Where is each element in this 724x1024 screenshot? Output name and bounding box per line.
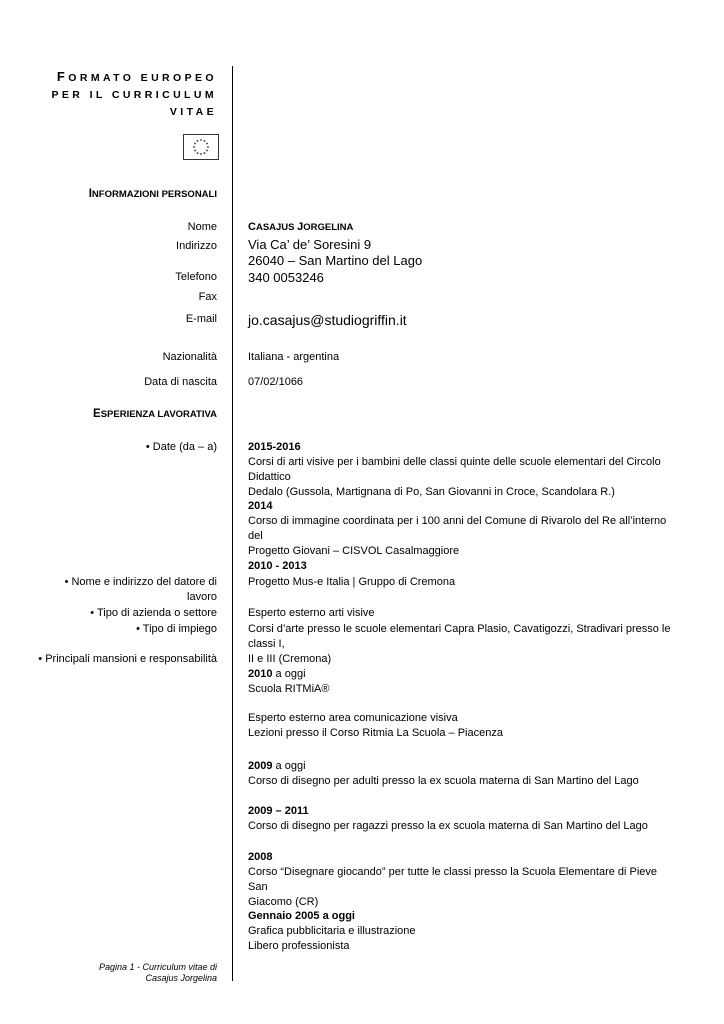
vertical-divider: [232, 66, 233, 981]
entry-date: Gennaio 2005 a oggi: [248, 910, 355, 922]
value-address-line1: Via Ca’ de’ Soresini 9: [248, 237, 372, 252]
value-name: CASAJUS JORGELINA: [248, 221, 354, 233]
label-birth-date: Data di nascita: [144, 376, 217, 388]
experience-entry: [248, 850, 678, 910]
label-sector: • Tipo di azienda o settore: [90, 607, 217, 619]
label-nationality: Nazionalità: [162, 351, 217, 363]
value-nationality: Italiana - argentina: [248, 351, 340, 363]
value-address-line2: 26040 – San Martino del Lago: [248, 253, 423, 268]
entry-text: Lezioni presso il Corso Ritmia La Scuola – Piacenza: [248, 727, 503, 739]
experience-entry: [248, 804, 678, 834]
experience-entry: [248, 559, 678, 574]
value-birth-date: 07/02/1066: [248, 376, 304, 388]
experience-entry: [248, 499, 678, 559]
section-personal-info: INFORMAZIONI PERSONALI: [88, 188, 217, 200]
entry-date: 2008: [248, 851, 273, 863]
entry-text: Corso “Disegnare giocando” per tutte le classi presso la Scuola Elementare di Pieve San: [248, 866, 658, 893]
entry-text: Corso di immagine coordinata per i 100 anni del Comune di Rivarolo del Re all’interno del: [248, 515, 667, 542]
section-work-experience: ESPERIENZA LAVORATIVA: [93, 408, 217, 420]
entry-text: Corsi d’arte presso le scuole elementari Capra Plasio, Cavatigozzi, Stradivari presso le classi I,: [248, 623, 671, 650]
page-footer: Pagina 1 - Curriculum vitae di Casajus Jorgelina: [98, 962, 217, 983]
entry-date: 2015-2016: [248, 441, 301, 453]
entry-employer: Progetto Mus-e Italia | Gruppo di Cremona: [248, 576, 456, 588]
entry-text: Progetto Giovani – CISVOL Casalmaggiore: [248, 545, 460, 557]
entry-date: 2010 a oggi: [248, 668, 306, 680]
entry-text: Esperto esterno area comunicazione visiva: [248, 712, 458, 724]
experience-entry: [248, 440, 678, 500]
label-address: Indirizzo: [176, 240, 217, 252]
entry-text: II e III (Cremona): [248, 653, 332, 665]
entry-date: 2009 a oggi: [248, 760, 306, 772]
entry-text: Corsi di arti visive per i bambini delle classi quinte delle scuole elementari del Circolo Didattico: [248, 456, 661, 483]
entry-text: Libero professionista: [248, 940, 350, 952]
entry-text: Dedalo (Gussola, Martignana di Po, San Giovanni in Croce, Scandolara R.): [248, 486, 615, 498]
entry-text: Giacomo (CR): [248, 896, 319, 908]
label-duties: • Principali mansioni e responsabilità: [38, 653, 217, 665]
experience-entry: [248, 909, 678, 954]
experience-entry: [248, 759, 678, 789]
label-employer: • Nome e indirizzo del datore di lavoro: [64, 576, 217, 603]
entry-employment: [248, 622, 678, 667]
value-email[interactable]: jo.casajus@studiogriffin.it: [248, 312, 407, 328]
entry-date: 2009 – 2011: [248, 805, 309, 817]
label-dates: • Date (da – a): [145, 441, 217, 453]
label-name: Nome: [187, 221, 217, 233]
entry-date: 2010 - 2013: [248, 560, 307, 572]
label-fax: Fax: [198, 291, 217, 303]
entry-date: 2014: [248, 500, 273, 512]
label-phone: Telefono: [175, 271, 217, 283]
eu-flag-icon: [183, 134, 219, 160]
value-phone: 340 0053246: [248, 270, 324, 285]
entry-text: Corso di disegno per adulti presso la ex scuola materna di San Martino del Lago: [248, 775, 639, 787]
entry-sector: Esperto esterno arti visive: [248, 607, 375, 619]
document-title: FORMATO EUROPEO PER IL CURRICULUM VITAE: [51, 69, 217, 118]
entry-text: Scuola RITMiA®: [248, 683, 330, 695]
label-email: E-mail: [185, 313, 217, 325]
entry-text: Grafica pubblicitaria e illustrazione: [248, 925, 416, 937]
experience-entry: [248, 667, 678, 741]
entry-text: Corso di disegno per ragazzi presso la ex scuola materna di San Martino del Lago: [248, 820, 648, 832]
label-employment-type: • Tipo di impiego: [136, 623, 217, 635]
